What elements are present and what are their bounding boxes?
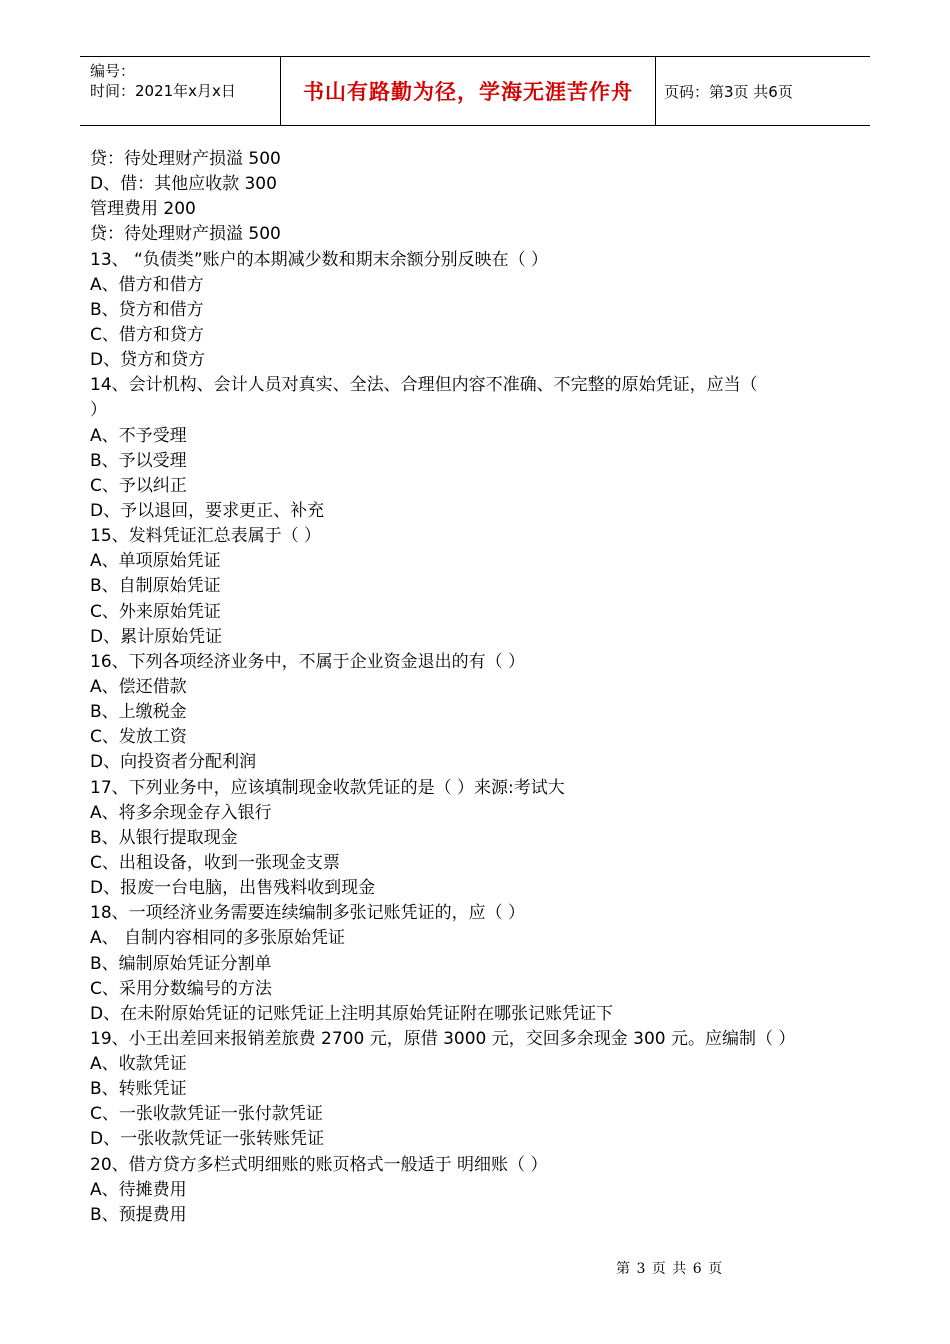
- text-line: D、借：其他应收款 300: [90, 174, 277, 195]
- text-line: B、予以受理: [90, 450, 187, 471]
- text-line: C、采用分数编号的方法: [90, 978, 272, 999]
- text-line: C、一张收款凭证一张付款凭证: [90, 1104, 323, 1125]
- text-line: C、外来原始凭证: [90, 601, 221, 622]
- text-line: ）: [90, 400, 107, 421]
- header-meta: [80, 57, 280, 125]
- page-header: [80, 56, 870, 126]
- text-line: D、贷方和贷方: [90, 350, 206, 371]
- text-line: B、自制原始凭证: [90, 576, 221, 597]
- header-page-info: 页码：第3页 共6页: [664, 82, 793, 101]
- text-line: B、编制原始凭证分割单: [90, 953, 272, 974]
- text-line: C、予以纠正: [90, 475, 187, 496]
- text-line: A、偿还借款: [90, 676, 187, 697]
- text-line: D、向投资者分配利润: [90, 752, 257, 773]
- text-line: B、预提费用: [90, 1204, 187, 1225]
- text-line: C、发放工资: [90, 727, 187, 748]
- text-line: C、出租设备，收到一张现金支票: [90, 852, 340, 873]
- text-line: A、 自制内容相同的多张原始凭证: [90, 928, 346, 949]
- text-line: 17、下列业务中，应该填制现金收款凭证的是（ ）来源:考试大: [90, 777, 565, 798]
- text-line: 贷：待处理财产损溢 500: [90, 149, 281, 169]
- text-line: D、在未附原始凭证的记账凭证上注明其原始凭证附在哪张记账凭证下: [90, 1003, 614, 1024]
- document-time-label: 时间：2021年x月x日: [90, 82, 236, 100]
- text-line: D、报废一台电脑，出售残料收到现金: [90, 878, 376, 899]
- text-line: A、将多余现金存入银行: [90, 802, 272, 823]
- text-line: A、收款凭证: [90, 1054, 187, 1075]
- text-line: C、借方和贷方: [90, 324, 204, 345]
- text-line: B、从银行提取现金: [90, 827, 238, 848]
- text-line: 14、会计机构、会计人员对真实、全法、合理但内容不准确、不完整的原始凭证，应当（: [90, 375, 758, 396]
- text-line: D、累计原始凭证: [90, 626, 223, 647]
- header-motto-cell: [280, 57, 656, 125]
- page-footer: 第 3 页 共 6 页: [616, 1261, 724, 1277]
- text-line: 13、 “负债类”账户的本期减少数和期末余额分别反映在（ ）: [90, 249, 549, 270]
- text-line: 19、小王出差回来报销差旅费 2700 元，原借 3000 元，交回多余现金 300 元。应编制（ ）: [90, 1028, 796, 1049]
- text-line: 20、借方贷方多栏式明细账的账页格式一般适于 明细账（ ）: [90, 1154, 548, 1175]
- text-line: A、不予受理: [90, 425, 187, 446]
- text-line: A、待摊费用: [90, 1179, 187, 1200]
- text-line: B、贷方和借方: [90, 299, 204, 320]
- text-line: A、借方和借方: [90, 274, 204, 295]
- text-line: B、上缴税金: [90, 702, 187, 723]
- text-line: D、予以退回，要求更正、补充: [90, 500, 325, 521]
- text-line: 18、一项经济业务需要连续编制多张记账凭证的，应（ ）: [90, 903, 526, 924]
- header-motto: 书山有路勤为径，学海无涯苦作舟: [303, 80, 633, 104]
- text-line: A、单项原始凭证: [90, 551, 221, 572]
- text-line: 15、发料凭证汇总表属于（ ）: [90, 526, 322, 547]
- text-line: 16、下列各项经济业务中，不属于企业资金退出的有（ ）: [90, 651, 526, 672]
- text-line: 管理费用 200: [90, 199, 196, 220]
- document-body: [90, 147, 850, 1228]
- document-number-label: 编号：: [90, 62, 136, 80]
- text-line: 贷：待处理财产损溢 500: [90, 224, 281, 245]
- text-line: B、转账凭证: [90, 1079, 187, 1100]
- text-line: D、一张收款凭证一张转账凭证: [90, 1129, 325, 1150]
